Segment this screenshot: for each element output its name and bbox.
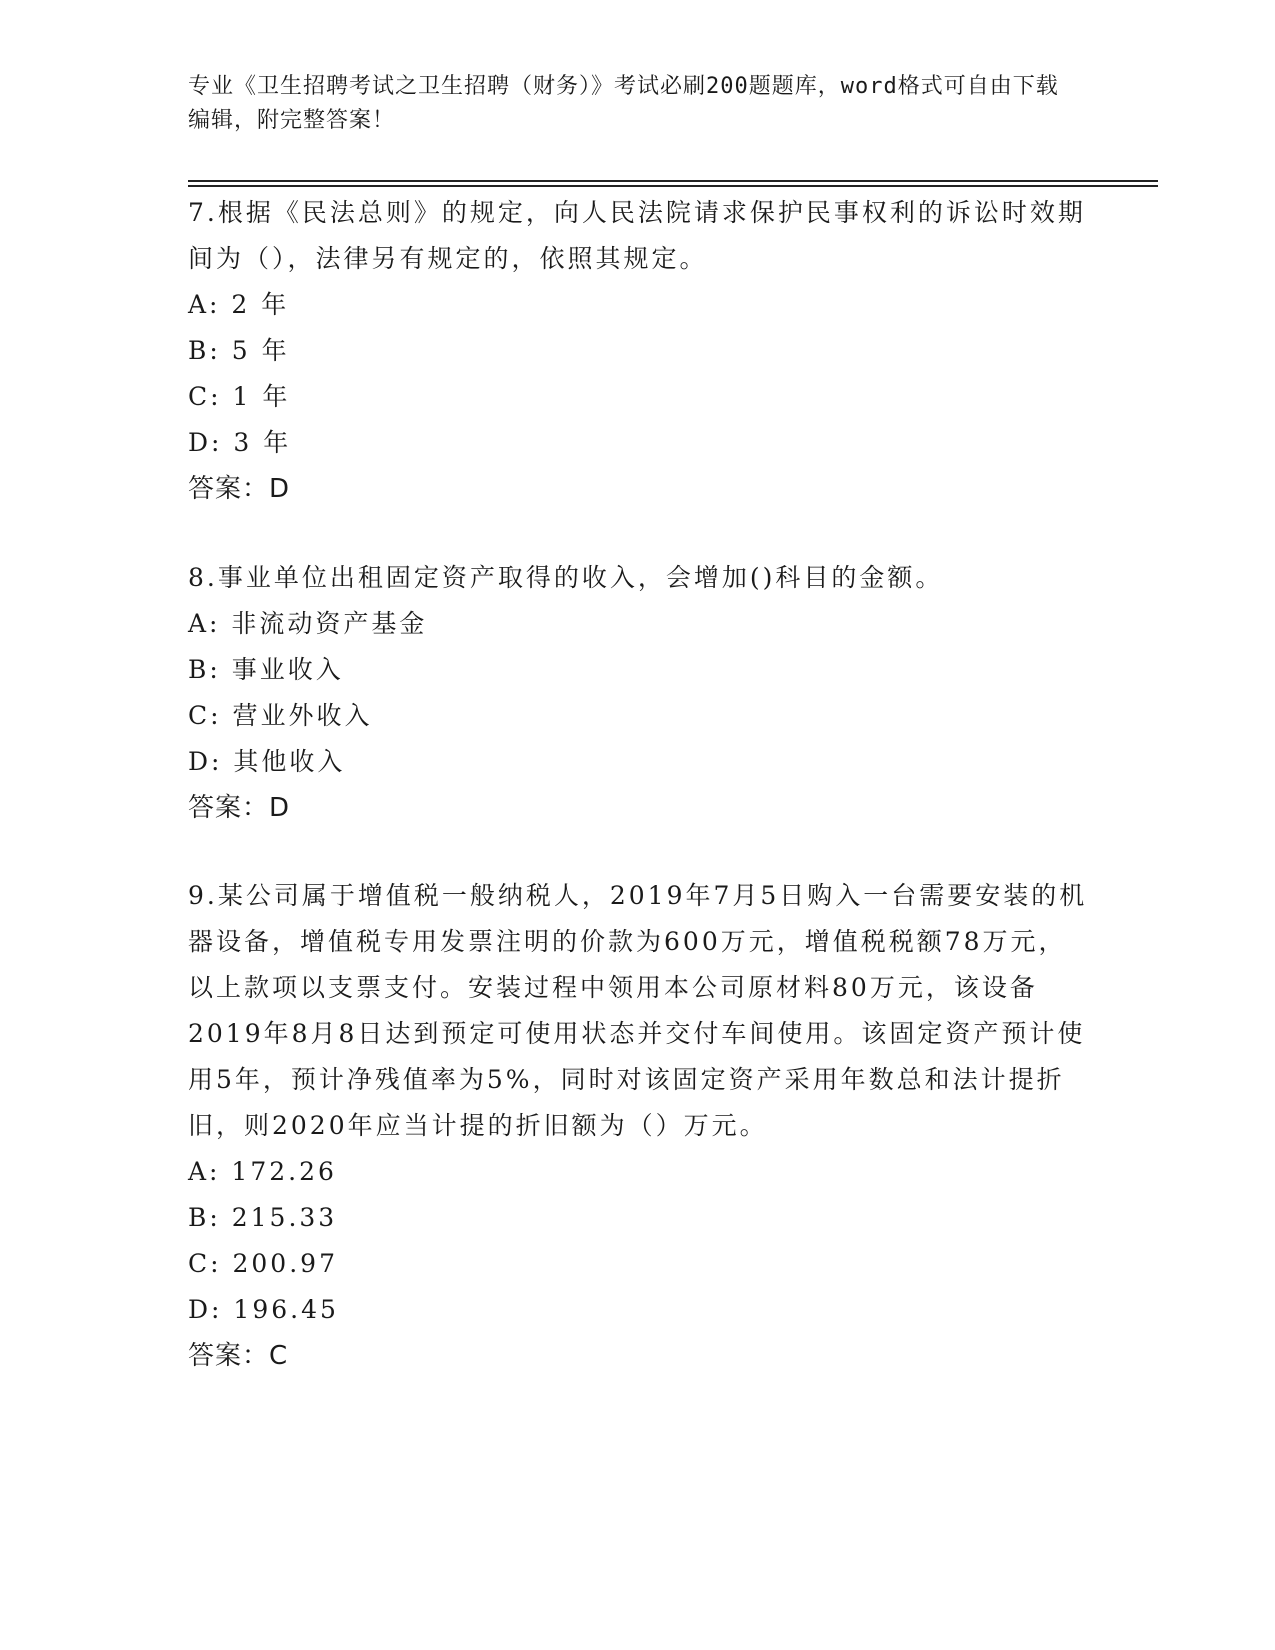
question-stem: 7.根据《民法总则》的规定，向人民法院请求保护民事权利的诉讼时效期间为（），法律另有规定的，依照其规定。 — [188, 198, 1086, 273]
option-a: A: 2 年 — [188, 290, 290, 319]
question-stem: 9.某公司属于增值税一般纳税人，2019年7月5日购入一台需要安装的机器设备，增值税专用发票注明的价款为600万元，增值税税额78万元，以上款项以支票支付。安装过程中领用本公司原材料80万元，该设备2019年8月8日达到预定可使用状态并交付车间使用。该固定资产预计使用5年，预计净残值率为5%，同时对该固定资产采用年数总和法计提折旧，则2020年应当计提的折旧额为（）万元。 — [188, 881, 1088, 1140]
option-c: C: 营业外收入 — [188, 701, 373, 730]
question-7 — [188, 190, 1088, 512]
option-d: D: 196.45 — [188, 1295, 339, 1324]
option-a: A: 172.26 — [188, 1157, 337, 1186]
question-9 — [188, 873, 1088, 1379]
option-d: D: 3 年 — [188, 428, 292, 457]
header-divider-bottom — [188, 185, 1158, 187]
option-c: C: 1 年 — [188, 382, 291, 411]
question-8 — [188, 555, 1088, 831]
header-divider-top — [188, 180, 1158, 182]
question-stem: 8.事业单位出租固定资产取得的收入，会增加()科目的金额。 — [188, 563, 944, 592]
option-d: D: 其他收入 — [188, 747, 346, 776]
option-c: C: 200.97 — [188, 1249, 338, 1278]
option-b: B: 事业收入 — [188, 655, 344, 684]
answer: 答案：D — [188, 474, 291, 504]
answer: 答案：C — [188, 1341, 289, 1371]
answer: 答案：D — [188, 793, 291, 823]
document-header: 专业《卫生招聘考试之卫生招聘（财务）》考试必刷200题题库，word格式可自由下载编辑，附完整答案！ — [188, 74, 1059, 133]
option-a: A: 非流动资产基金 — [188, 609, 428, 638]
option-b: B: 5 年 — [188, 336, 290, 365]
option-b: B: 215.33 — [188, 1203, 338, 1232]
